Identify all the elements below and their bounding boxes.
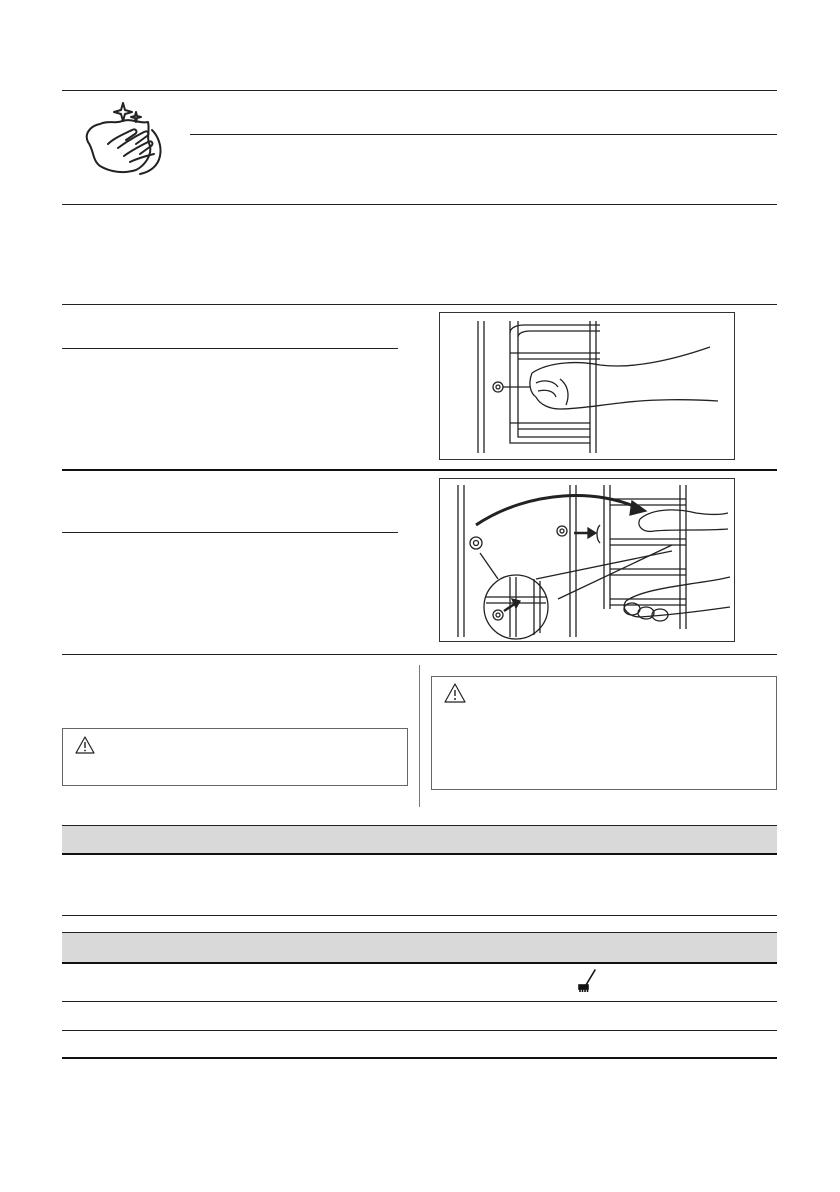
section-rule-1: [62, 204, 777, 205]
shelf-support-remove-rear-illustration: [439, 478, 735, 642]
table1-header-top: [62, 825, 777, 826]
brush-icon: [577, 968, 599, 992]
warning-box-right: [431, 676, 777, 790]
hand-cleaning-icon: [80, 100, 170, 180]
table1-header-bottom: [62, 853, 777, 855]
table2-header-top: [62, 932, 777, 933]
table1-bottom: [62, 915, 777, 916]
header-subrule: [190, 134, 777, 135]
section-rule-3: [62, 654, 777, 655]
step-divider: [62, 469, 777, 471]
shelf-support-remove-front-illustration: [439, 312, 735, 460]
section-rule-2: [62, 304, 777, 305]
top-rule: [62, 90, 777, 91]
table2-row1-bottom: [62, 1001, 777, 1002]
table2-header-bottom: [62, 962, 777, 964]
warning-triangle-icon: [75, 736, 95, 754]
step2-text-rule: [62, 532, 398, 533]
table2-header: [62, 932, 777, 962]
step1-text-rule: [62, 348, 398, 349]
column-divider: [419, 665, 420, 807]
table2-row2-bottom: [62, 1030, 777, 1031]
warning-box-left: [62, 728, 408, 786]
table1-header: [62, 825, 777, 853]
table2-bottom: [62, 1057, 777, 1059]
warning-triangle-icon: [444, 683, 466, 703]
